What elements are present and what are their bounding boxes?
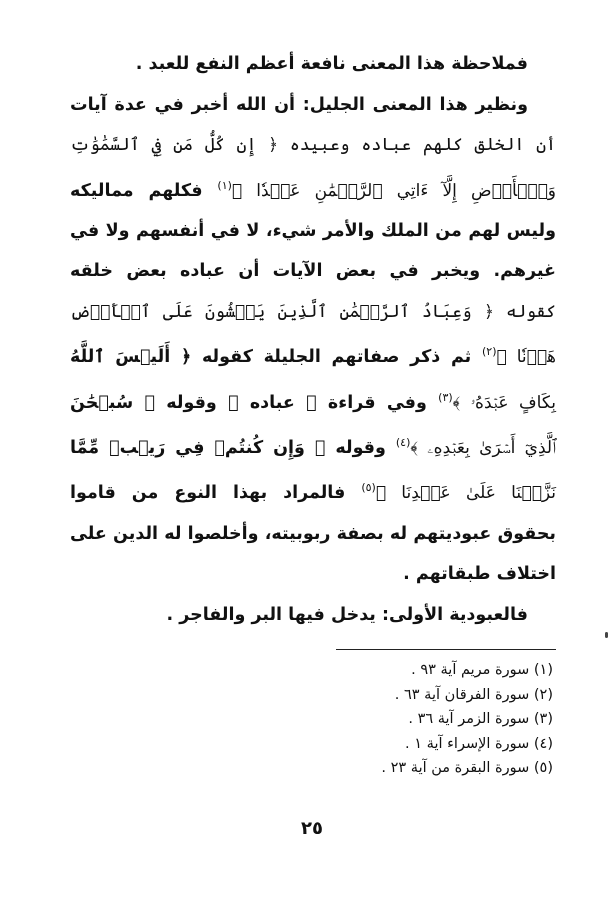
paragraph-2 bbox=[70, 85, 556, 126]
paragraph-2-cont bbox=[70, 125, 556, 595]
text-fragment: وفي قراءة ﴿ عباده ﴾ وقوله ﴿ سُبۡحَٰنَ bbox=[70, 392, 427, 413]
footnote-item: (٤) سورة الإسراء آية ١ . bbox=[405, 735, 553, 752]
quran-verse: هَوۡنٗا ﴾ bbox=[496, 347, 557, 368]
text-fragment: فكلهم مماليكه bbox=[70, 180, 203, 201]
paragraph-3 bbox=[70, 595, 556, 636]
text-line: ونظير هذا المعنى الجليل: أن الله أخبر في عدة آيات bbox=[70, 94, 528, 115]
text-line bbox=[70, 468, 556, 513]
footnote-ref: (٤) bbox=[395, 435, 411, 449]
text-line: فالعبودية الأولى: يدخل فيها البر والفاجر . bbox=[166, 604, 528, 625]
footnotes bbox=[273, 658, 553, 781]
text-line: وليس لهم من الملك والأمر شيء، لا في أنفسهم ولا في bbox=[70, 220, 556, 241]
quran-verse: وَٱلۡأَرۡضِ إِلَّآ ءَاتِي ٱلرَّحۡمَٰنِ عَبۡدٗا ﴾ bbox=[231, 180, 556, 201]
text-line: بحقوق عبوديتهم له بصفة ربوبيته، وأخلصوا له الدين على bbox=[70, 523, 556, 544]
body-text bbox=[70, 44, 556, 635]
page-number: ٢٥ bbox=[301, 818, 323, 839]
text-fragment: ثم ذكر صفاتهم الجليلة كقوله ﴿ أَلَيۡسَ ٱللَّهُ bbox=[70, 347, 472, 368]
quran-verse: أن الخلق كلهم عباده وعبيده ﴿ إِن كُلُّ مَن فِي ٱلسَّمَٰوَٰتِ bbox=[70, 135, 556, 155]
text-line: اختلاف طبقاتهم . bbox=[403, 564, 556, 585]
footnote-item: (٣) سورة الزمر آية ٣٦ . bbox=[408, 711, 553, 727]
quran-verse: نَزَّلۡنَا عَلَىٰ عَبۡدِنَا ﴾ bbox=[375, 483, 557, 504]
footnote-ref: (٢) bbox=[481, 345, 497, 359]
text-line bbox=[70, 378, 556, 423]
paragraph-1 bbox=[70, 44, 556, 85]
footnote-item: (٥) سورة البقرة من آية ٢٣ . bbox=[381, 760, 553, 776]
text-line bbox=[70, 292, 556, 333]
text-fragment: فالمراد بهذا النوع من قاموا bbox=[70, 483, 346, 504]
text-line bbox=[70, 332, 556, 377]
text-line: فملاحظة هذا المعنى نافعة أعظم النفع للعبد . bbox=[135, 54, 528, 74]
text-line bbox=[70, 166, 556, 211]
footnote-item: (١) سورة مريم آية ٩٣ . bbox=[411, 662, 553, 678]
quran-verse: بِكَافٍ عَبۡدَهُۥ ﴾ bbox=[452, 392, 556, 413]
footnote-ref: (٥) bbox=[361, 481, 376, 495]
quran-verse: ٱلَّذِيٓ أَسۡرَىٰ بِعَبۡدِهِۦ ﴾ bbox=[410, 437, 556, 458]
text-line: غيرهم. ويخبر في بعض الآيات أن عباده بعض خلقه bbox=[70, 261, 556, 282]
footnote-ref: (١) bbox=[217, 178, 232, 192]
footnote-ref: (٣) bbox=[438, 390, 453, 404]
footnote-item: (٢) سورة الفرقان آية ٦٣ . bbox=[394, 686, 553, 703]
scan-speck bbox=[605, 632, 608, 638]
text-line bbox=[70, 125, 556, 166]
footnote-separator bbox=[336, 649, 556, 650]
quran-verse: كقوله ﴿ وَعِبَادُ ٱلرَّحۡمَٰنِ ٱلَّذِينَ يَمۡشُونَ عَلَى ٱلۡأَرۡضِ bbox=[70, 301, 556, 322]
text-line bbox=[70, 423, 556, 468]
text-fragment: وقوله ﴿ وَإِن كُنتُمۡ فِي رَيۡبٖ مِّمَّا bbox=[70, 437, 386, 458]
